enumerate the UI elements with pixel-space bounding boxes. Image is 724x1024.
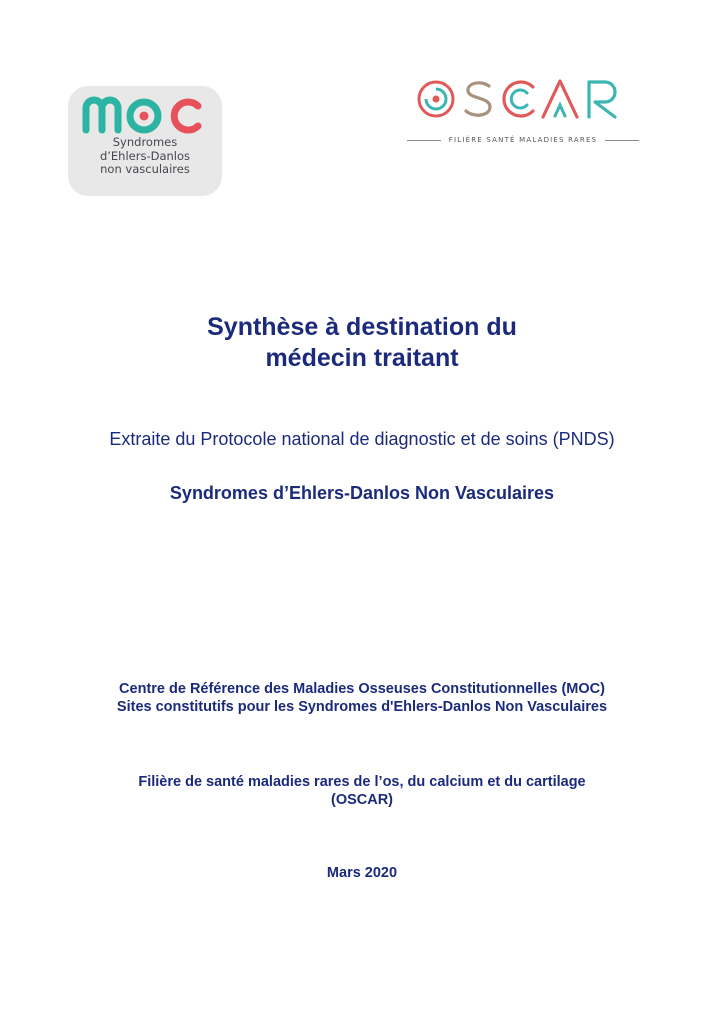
moc-subtitle-line: d’Ehlers-Danlos	[99, 148, 191, 163]
reference-centre-line: Sites constitutifs pour les Syndromes d'Ehlers-Danlos Non Vasculaires	[116, 699, 608, 715]
moc-subtitle	[68, 136, 222, 177]
oscar-tagline	[395, 136, 651, 144]
moc-wordmark-icon	[80, 90, 210, 136]
document-title-line: médecin traitant	[265, 344, 459, 372]
health-network-line: (OSCAR)	[330, 792, 394, 808]
moc-subtitle-line: Syndromes	[112, 135, 178, 149]
oscar-tagline-text: FILIÈRE SANTÉ MALADIES RARES	[448, 136, 598, 144]
divider-line	[407, 140, 441, 141]
health-network-line: Filière de santé maladies rares de l’os, du calcium et du cartilage	[138, 774, 586, 790]
divider-line	[605, 140, 639, 141]
document-title-line: Synthèse à destination du	[207, 313, 517, 341]
publication-date: Mars 2020	[326, 865, 398, 881]
health-network	[0, 773, 724, 809]
oscar-logo	[395, 76, 651, 156]
oscar-wordmark-icon	[415, 76, 631, 122]
document-subtitle: Extraite du Protocole national de diagnostic et de soins (PNDS)	[109, 429, 615, 449]
reference-centre-line: Centre de Référence des Maladies Osseuses Constitutionnelles (MOC)	[119, 681, 605, 697]
document-title	[0, 312, 724, 374]
moc-subtitle-line: non vasculaires	[100, 162, 190, 176]
disease-name: Syndromes d’Ehlers-Danlos Non Vasculaires	[169, 483, 555, 503]
moc-logo	[68, 86, 222, 196]
reference-centre	[0, 680, 724, 716]
